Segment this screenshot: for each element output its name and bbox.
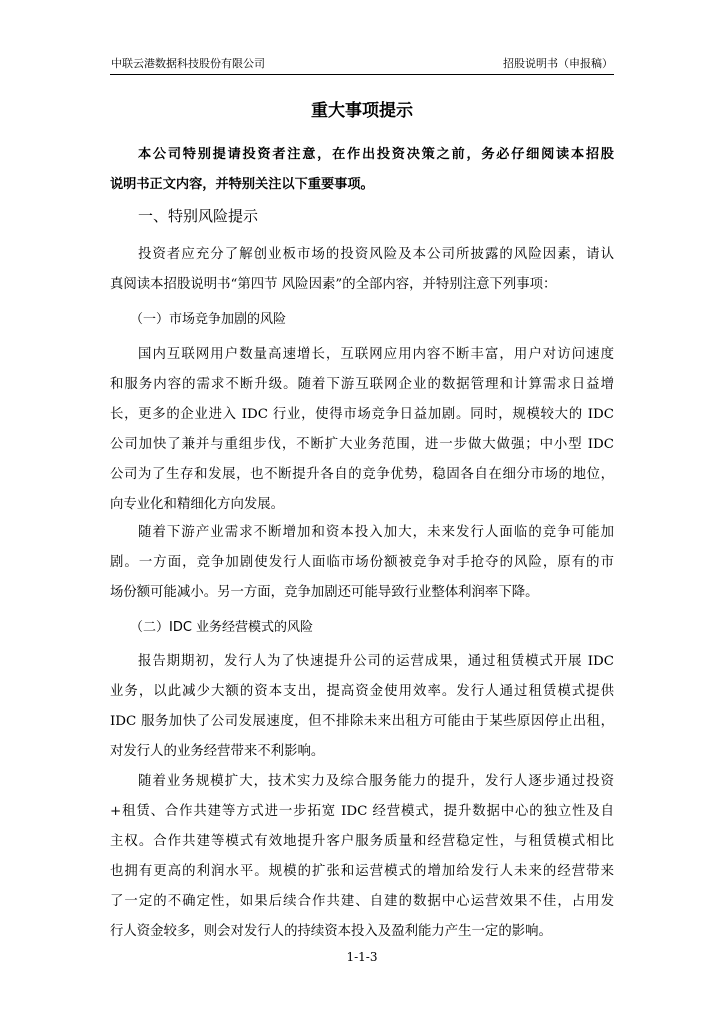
market-competition-paragraph-2 bbox=[110, 518, 614, 608]
paragraph-line: 报告期期初，发行人为了快速提升公司的运营成果，通过租赁模式开展 IDC bbox=[138, 654, 614, 669]
risk-intro-paragraph bbox=[110, 240, 614, 300]
paragraph-line: 公司为了生存和发展，也不断提升各自的竞争优势，稳固各自在细分市场的地位， bbox=[110, 467, 614, 482]
header-document-type: 招股说明书（申报稿） bbox=[503, 57, 613, 70]
paragraph-line: 主权。合作共建等模式有效地提升客户服务质量和经营稳定性，与租赁模式相比 bbox=[110, 834, 614, 849]
idc-model-paragraph-2 bbox=[110, 767, 614, 947]
subheading-idc-business-model: （二）IDC 业务经营模式的风险 bbox=[130, 620, 314, 635]
paragraph-line: 向专业化和精细化方向发展。 bbox=[110, 497, 285, 512]
paragraph-line: +租赁、合作共建等方式进一步拓宽 IDC 经营模式，提升数据中心的独立性及自 bbox=[110, 804, 614, 819]
paragraph-line: 场份额可能减小。另一方面，竞争加剧还可能导致行业整体利润率下降。 bbox=[110, 585, 539, 600]
paragraph-line: 了一定的不确定性，如果后续合作共建、自建的数据中心运营效果不佳，占用发 bbox=[110, 894, 614, 909]
paragraph-line: 随着下游产业需求不断增加和资本投入加大，未来发行人面临的竞争可能加 bbox=[138, 525, 614, 540]
paragraph-line: 业务，以此减少大额的资本支出，提高资金使用效率。发行人通过租赁模式提供 bbox=[110, 684, 614, 699]
paragraph-line: IDC 服务加快了公司发展速度，但不排除未来出租方可能由于某些原因停止出租， bbox=[110, 714, 614, 729]
page-title: 重大事项提示 bbox=[311, 101, 413, 121]
intro-line: 本公司特别提请投资者注意，在作出投资决策之前，务必仔细阅读本招股 bbox=[138, 147, 614, 162]
header-company-name: 中联云港数据科技股份有限公司 bbox=[111, 57, 265, 70]
section-heading-risk: 一、特别风险提示 bbox=[138, 207, 259, 225]
paragraph-line: 国内互联网用户数量高速增长，互联网应用内容不断丰富，用户对访问速度 bbox=[138, 347, 614, 362]
paragraph-line: 投资者应充分了解创业板市场的投资风险及本公司所披露的风险因素，请认 bbox=[138, 247, 614, 262]
paragraph-line: 也拥有更高的利润水平。规模的扩张和运营模式的增加给发行人未来的经营带来 bbox=[110, 864, 614, 879]
paragraph-line: 行人资金较多，则会对发行人的持续资本投入及盈利能力产生一定的影响。 bbox=[110, 924, 552, 939]
paragraph-line: 长，更多的企业进入 IDC 行业，使得市场竞争日益加剧。同时，规模较大的 IDC bbox=[110, 407, 614, 422]
paragraph-line: 和服务内容的需求不断升级。随着下游互联网企业的数据管理和计算需求日益增 bbox=[110, 377, 614, 392]
paragraph-line: 剧。一方面，竞争加剧使发行人面临市场份额被竞争对手抢夺的风险，原有的市 bbox=[110, 555, 614, 570]
header-divider bbox=[110, 74, 614, 75]
paragraph-line: 公司加快了兼并与重组步伐，不断扩大业务范围，进一步做大做强；中小型 IDC bbox=[110, 437, 614, 452]
market-competition-paragraph-1 bbox=[110, 340, 614, 520]
paragraph-line: 对发行人的业务经营带来不利影响。 bbox=[110, 744, 325, 759]
subheading-market-competition: （一）市场竞争加剧的风险 bbox=[130, 312, 287, 327]
page-number: 1-1-3 bbox=[346, 950, 378, 964]
intro-line: 说明书正文内容，并特别关注以下重要事项。 bbox=[110, 177, 374, 192]
paragraph-line: 随着业务规模扩大，技术实力及综合服务能力的提升，发行人逐步通过投资 bbox=[138, 774, 614, 789]
paragraph-line: 真阅读本招股说明书“第四节 风险因素”的全部内容，并特别注意下列事项： bbox=[110, 277, 557, 292]
intro-paragraph bbox=[110, 140, 614, 200]
idc-model-paragraph-1 bbox=[110, 647, 614, 767]
